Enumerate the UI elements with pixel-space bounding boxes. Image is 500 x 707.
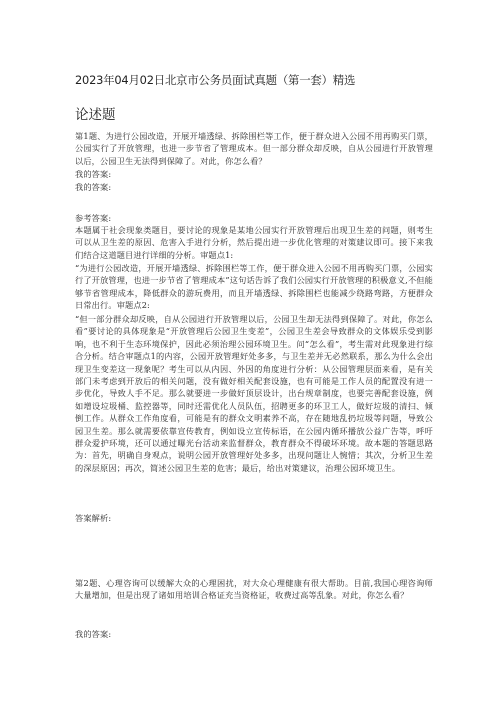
my-answer-label: 我的答案: xyxy=(75,169,112,179)
section-heading: 论述题 xyxy=(75,107,116,123)
reference-answer-paragraph: 本题属于社会现象类题目，要讨论的现象是某地公园实行开放管理后出现卫生差的问题，则考生可以从卫生差的原因、危害入手进行分析，然后提出进一步优化管理的对策建议即可。接下来我们结合这道题目进行详细的分析。审题点1: xyxy=(75,225,433,260)
reference-answer-label: 参考答案: xyxy=(75,213,112,223)
answer-analysis-label: 答案解析: xyxy=(75,513,112,523)
my-answer-label: 我的答案: xyxy=(75,629,112,639)
question-1-text: 第1题、为进行公园改造，开展开墙透绿、拆除围栏等工作，便于群众进入公园不用再购买门票，公园实行了开放管理，也进一步节省了管理成本。但一部分群众却反映，自从公园进行开放管理以后，公园卫生无法得到保障了。对此，你怎么看？ xyxy=(75,131,433,166)
document-title: 2023年04月02日北京市公务员面试真题（第一套）精选 xyxy=(75,73,356,87)
question-2-text: 第2题、心理咨询可以缓解大众的心理困扰，对大众心理健康有很大帮助。目前,我国心理咨询师大量增加，但是出现了诸如用培训合格证充当资格证，收费过高等乱象。对此，你怎么看？ xyxy=(75,578,433,601)
reference-answer-paragraph: “为进行公园改造，开展开墙透绿、拆除围栏等工作，便于群众进入公园不用再购买门票，公园实行了开放管理，也进一步节省了管理成本”这句话告诉了我们公园实行开放管理的积极意义,不但能够节省管理成本，降低群众的游玩费用，而且开墙透绿、拆除围栏也能减少绕路弯路，方便群众日常出行。审题点2: xyxy=(75,263,433,311)
reference-answer-paragraph: “但一部分群众却反映，自从公园进行开放管理以后，公园卫生却无法得到保障了。对此，你怎么看”要讨论的具体现象是“开放管理后公园卫生变差”，公园卫生差会导致群众的文体娱乐受到影响，也不利于生态环境保护，因此必须治理公园环境卫生。问“怎么看”，考生需对此现象进行综合分析。结合审题点1的内容，公园开放管理好处多多，与卫生差并无必然联系，那么为什么会出现卫生变差这一现象呢？考生可以从内因、外因的角度进行分析：从公园管理层面来看，是有关部门未考虑到开放后的相关问题，没有做好相关配套设施，也有可能是工作人员的配置没有进一步优化，导致人手不足。那么就要进一步做好顶层设计，出台规章制度，也要完善配套设施，例如增设垃圾桶、监控器等，同时还需优化人员队伍，招聘更多的环卫工人，做好垃圾的清扫、倾倒工作。从群众工作角度看，可能是有的群众文明素养不高，存在随地乱扔垃圾等问题，导致公园卫生差。那么就需要依靠宣传教育，例如设立宣传标语，在公园内循环播放公益广告等，呼吁群众爱护环境，还可以通过曝光台活动来监督群众，教育群众不得破坏环境。故本题的答题思路为：首先，明确自身观点，说明公园开放管理好处多多，出现问题让人惋惜；其次，分析卫生差的深层原因；再次，简述公园卫生差的危害；最后，给出对策建议，治理公园环境卫生。 xyxy=(75,314,433,473)
my-answer-label: 我的答案: xyxy=(75,182,112,192)
